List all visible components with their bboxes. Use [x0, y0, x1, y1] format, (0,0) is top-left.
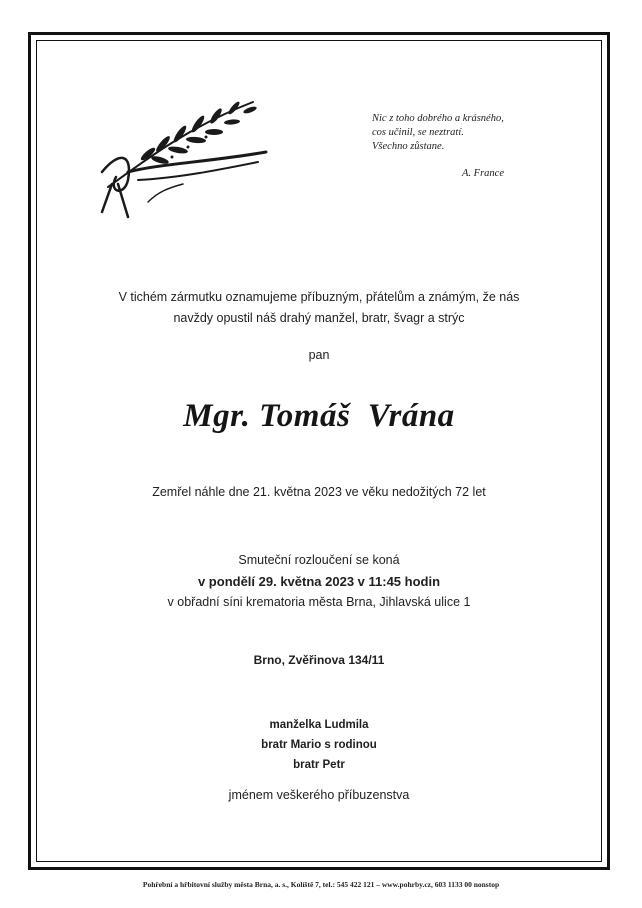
family-member: bratr Petr	[293, 759, 345, 771]
family-list	[36, 715, 602, 775]
honorific: pan	[308, 348, 330, 362]
family-member: bratr Mario s rodinou	[261, 739, 377, 751]
quote-block	[372, 112, 572, 154]
ceremony-datetime: v pondělí 29. května 2023 v 11:45 hodin	[197, 574, 441, 589]
quote-line: Všechno zůstane.	[372, 141, 445, 152]
intro-text	[36, 287, 602, 329]
ceremony-place: v obřadní síni krematoria města Brna, Jihlavská ulice 1	[167, 595, 471, 609]
quote-line: cos učinil, se neztratí.	[372, 127, 464, 138]
family-member: manželka Ludmila	[269, 719, 369, 731]
quote-author: A. France	[462, 168, 504, 179]
funeral-service-footer: Pohřební a hřbitovní služby města Brna, a. s., Kolíště 7, tel.: 545 422 121 – www.pohrby.cz, 603 1133 00 nonstop	[142, 880, 500, 889]
quote-line: Nic z toho dobrého a krásného,	[372, 113, 504, 124]
deceased-name: Mgr. Tomáš Vrána	[183, 398, 455, 434]
relatives-note: jménem veškerého příbuzenstva	[228, 788, 410, 802]
ceremony-heading: Smuteční rozloučení se koná	[238, 553, 400, 567]
laurel-branch-icon	[88, 92, 268, 222]
intro-line: V tichém zármutku oznamujeme příbuzným, přátelům a známým, že nás	[118, 290, 520, 304]
family-address: Brno, Zvěřinova 134/11	[253, 653, 385, 667]
ceremony-info	[36, 550, 602, 613]
death-info: Zemřel náhle dne 21. května 2023 ve věku nedožitých 72 let	[152, 485, 486, 499]
intro-line: navždy opustil náš drahý manžel, bratr, švagr a strýc	[173, 311, 465, 325]
